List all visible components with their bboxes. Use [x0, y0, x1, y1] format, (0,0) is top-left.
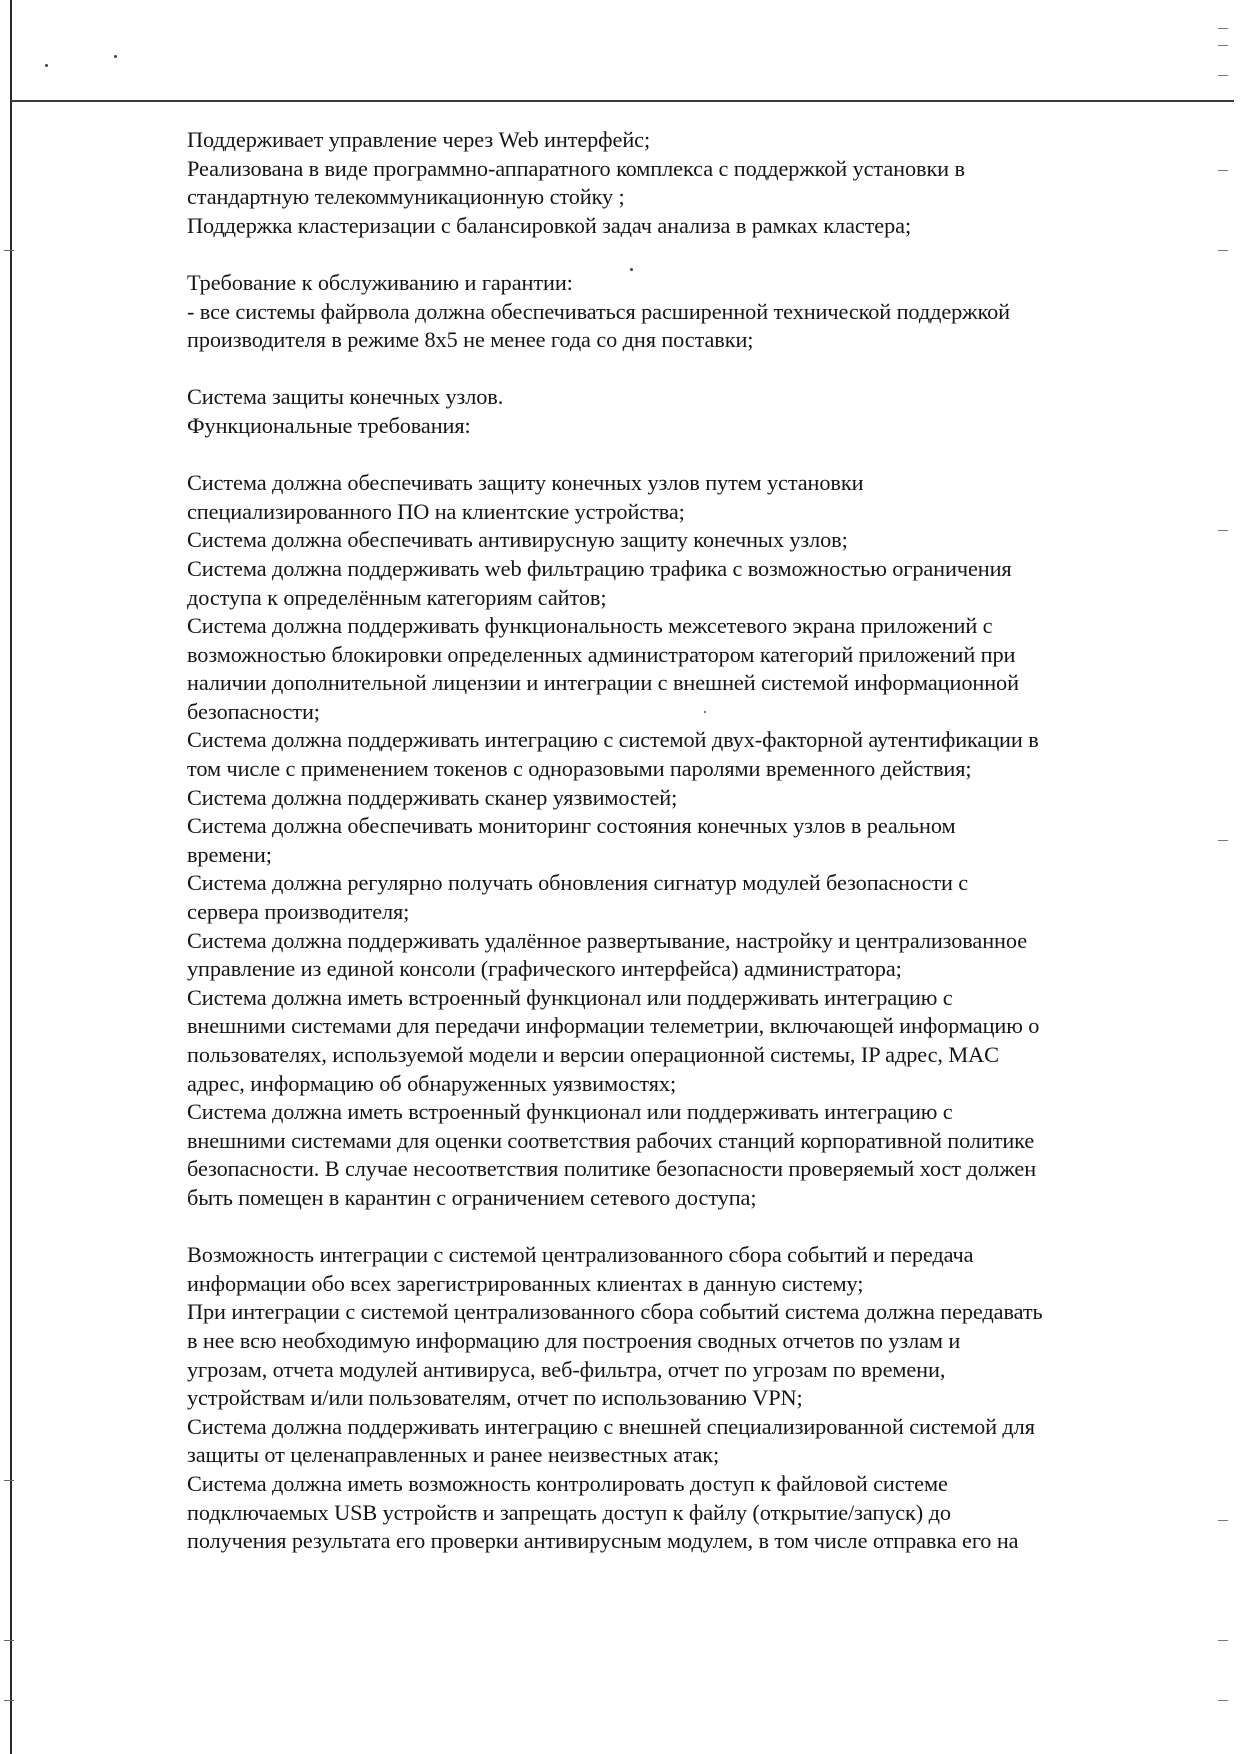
text-line: специализированного ПО на клиентские устройства;	[187, 498, 685, 524]
text-line: доступа к определённым категориям сайтов;	[187, 584, 607, 610]
margin-tick	[1218, 45, 1228, 46]
margin-tick	[1218, 250, 1228, 251]
text-line: Система должна поддерживать интеграцию с системой двух-факторной аутентификации в	[187, 727, 1039, 753]
text-line: адрес, информацию об обнаруженных уязвимостях;	[187, 1070, 677, 1096]
scan-speck	[45, 64, 48, 67]
paragraph	[187, 383, 1147, 440]
text-line: Система должна обеспечивать мониторинг состояния конечных узлов в реальном	[187, 813, 956, 839]
text-line: Система должна обеспечивать защиту конечных узлов путем установки	[187, 470, 864, 496]
text-line: Возможность интеграции с системой централизованного сбора событий и передача	[187, 1242, 974, 1268]
text-line: производителя в режиме 8х5 не менее года со дня поставки;	[187, 327, 754, 353]
paragraph	[187, 469, 1147, 1212]
text-line: угрозам, отчета модулей антивируса, веб-фильтра, отчет по угрозам по времени,	[187, 1356, 946, 1382]
margin-tick	[4, 250, 14, 251]
text-line: управление из единой консоли (графического интерфейса) администратора;	[187, 956, 902, 982]
text-line: в нее всю необходимую информацию для построения сводных отчетов по узлам и	[187, 1327, 961, 1353]
text-line: получения результата его проверки антивирусным модулем, в том числе отправка его на	[187, 1528, 1019, 1554]
paragraph	[187, 1241, 1147, 1556]
text-line: Система должна поддерживать сканер уязвимостей;	[187, 784, 678, 810]
text-line: наличии дополнительной лицензии и интеграции с внешней системой информационной	[187, 670, 1019, 696]
text-line: пользователях, используемой модели и версии операционной системы, IP адрес, MAC	[187, 1042, 999, 1067]
section-subheading: Функциональные требования:	[187, 412, 471, 438]
text-line: Система должна поддерживать интеграцию с внешней специализированной системой для	[187, 1413, 1035, 1439]
text-line: Требование к обслуживанию и гарантии:	[187, 269, 573, 295]
section-heading: Система защиты конечных узлов.	[187, 384, 504, 410]
text-line: Система должна обеспечивать антивирусную защиту конечных узлов;	[187, 527, 848, 553]
text-line: внешними системами для оценки соответствия рабочих станций корпоративной политике	[187, 1127, 1035, 1153]
text-line: Система должна регулярно получать обновления сигнатур модулей безопасности с	[187, 870, 969, 896]
paragraph	[187, 126, 1147, 240]
paragraph-gap	[187, 1213, 1147, 1242]
text-line: устройствам и/или пользователям, отчет по использованию VPN;	[187, 1385, 803, 1411]
paragraph	[187, 269, 1147, 355]
text-line: сервера производителя;	[187, 899, 410, 925]
scan-border-top	[10, 100, 1234, 102]
margin-tick	[1218, 1700, 1228, 1701]
text-line: - все системы файрвола должна обеспечиваться расширенной технической поддержкой	[187, 298, 1010, 324]
margin-tick	[1218, 75, 1228, 76]
text-line: безопасности. В случае несоответствия политике безопасности проверяемый хост должен	[187, 1156, 1037, 1182]
text-line: Система должна иметь встроенный функционал или поддерживать интеграцию с	[187, 1099, 953, 1125]
text-line: Система должна поддерживать web фильтрацию трафика с возможностью ограничения	[187, 555, 1012, 581]
text-line: При интеграции с системой централизованного сбора событий система должна передавать	[187, 1299, 1043, 1325]
text-line: внешними системами для передачи информации телеметрии, включающей информацию о	[187, 1013, 1040, 1039]
text-line: безопасности;	[187, 698, 320, 724]
scan-speck	[114, 55, 117, 58]
paragraph-gap	[187, 441, 1147, 470]
scan-border-left	[10, 0, 12, 1754]
text-line: времени;	[187, 841, 272, 867]
text-line: стандартную телекоммуникационную стойку ;	[187, 184, 625, 210]
margin-tick	[1218, 170, 1228, 171]
paragraph-gap	[187, 355, 1147, 384]
text-line: защиты от целенаправленных и ранее неизвестных атак;	[187, 1442, 720, 1468]
text-line: возможностью блокировки определенных администратором категорий приложений при	[187, 641, 1016, 667]
margin-tick	[1218, 840, 1228, 841]
text-line: информации обо всех зарегистрированных клиентах в данную систему;	[187, 1270, 864, 1296]
text-line: Поддерживает управление через Web интерфейс;	[187, 127, 651, 152]
text-line: быть помещен в карантин с ограничением сетевого доступа;	[187, 1184, 757, 1210]
document-body	[187, 126, 1147, 1556]
paragraph-gap	[187, 240, 1147, 269]
margin-tick	[1218, 530, 1228, 531]
text-line: Система должна иметь встроенный функционал или поддерживать интеграцию с	[187, 984, 953, 1010]
margin-tick	[4, 1640, 14, 1641]
margin-tick	[4, 1700, 14, 1701]
text-line: Система должна поддерживать удалённое развертывание, настройку и централизованное	[187, 927, 1028, 953]
text-line: подключаемых USB устройств и запрещать доступ к файлу (открытие/запуск) до	[187, 1499, 951, 1525]
text-line: Поддержка кластеризации с балансировкой задач анализа в рамках кластера;	[187, 212, 912, 238]
margin-tick	[1218, 1520, 1228, 1521]
margin-tick	[1218, 1640, 1228, 1641]
text-line: Реализована в виде программно-аппаратного комплекса с поддержкой установки в	[187, 155, 965, 181]
text-line: Система должна иметь возможность контролировать доступ к файловой системе	[187, 1470, 948, 1496]
margin-tick	[1218, 28, 1228, 29]
text-line: том числе с применением токенов с одноразовыми паролями временного действия;	[187, 756, 972, 782]
margin-tick	[4, 1480, 14, 1481]
text-line: Система должна поддерживать функциональность межсетевого экрана приложений с	[187, 613, 993, 639]
